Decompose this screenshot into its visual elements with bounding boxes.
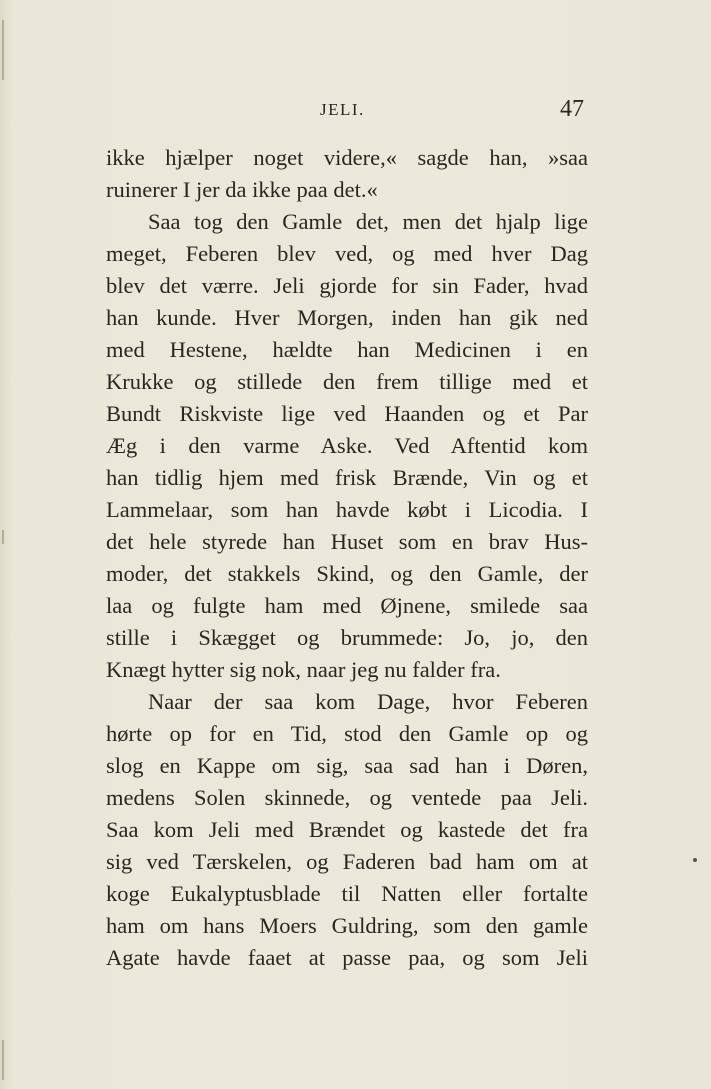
text-line: Naar der saa kom Dage, hvor Feberen (148, 689, 588, 714)
text-line: Agate havde faaet at passe paa, og som Jeli (106, 945, 588, 970)
text-line: ham om hans Moers Guldring, som den gamle (106, 913, 588, 938)
text-line: sig ved Tærskelen, og Faderen bad ham om at (106, 849, 588, 874)
text-line: hørte op for en Tid, stod den Gamle op og (106, 721, 588, 746)
text-line: Saa tog den Gamle det, men det hjalp lige (148, 209, 588, 234)
text-line: meget, Feberen blev ved, og med hver Dag (106, 241, 588, 266)
text-line: han kunde. Hver Morgen, inden han gik ned (106, 305, 588, 330)
text-line: slog en Kappe om sig, saa sad han i Døren, (106, 753, 588, 778)
paper-speck (693, 858, 697, 862)
text-line: koge Eukalyptusblade til Natten eller fortalte (106, 881, 588, 906)
text-line: moder, det stakkels Skind, og den Gamle, der (106, 561, 588, 586)
text-line: Lammelaar, som han havde købt i Licodia. I (106, 497, 588, 522)
text-line: Æg i den varme Aske. Ved Aftentid kom (106, 433, 588, 458)
page-number: 47 (560, 96, 584, 122)
text-line: ruinerer I jer da ikke paa det.« (106, 177, 378, 202)
text-line: ikke hjælper noget videre,« sagde han, »saa (106, 145, 588, 170)
text-line: medens Solen skinnede, og ventede paa Jeli. (106, 785, 588, 810)
body-text (106, 142, 588, 974)
text-line: Krukke og stillede den frem tillige med et (106, 369, 588, 394)
text-line: han tidlig hjem med frisk Brænde, Vin og et (106, 465, 588, 490)
text-line: blev det værre. Jeli gjorde for sin Fader, hvad (106, 273, 588, 298)
text-line: laa og fulgte ham med Øjnene, smilede saa (106, 593, 588, 618)
text-line: Saa kom Jeli med Brændet og kastede det fra (106, 817, 588, 842)
text-line: stille i Skægget og brummede: Jo, jo, den (106, 625, 588, 650)
text-line: med Hestene, hældte han Medicinen i en (106, 337, 588, 362)
text-line: det hele styrede han Huset som en brav Hus- (106, 529, 588, 554)
text-line: Bundt Riskviste lige ved Haanden og et Par (106, 401, 588, 426)
running-head (0, 96, 711, 126)
running-title: JELI. (320, 100, 365, 119)
text-line: Knægt hytter sig nok, naar jeg nu falder fra. (106, 657, 501, 682)
gutter-shadow (2, 20, 4, 80)
gutter-shadow (2, 1040, 4, 1080)
gutter-shadow (2, 530, 4, 544)
